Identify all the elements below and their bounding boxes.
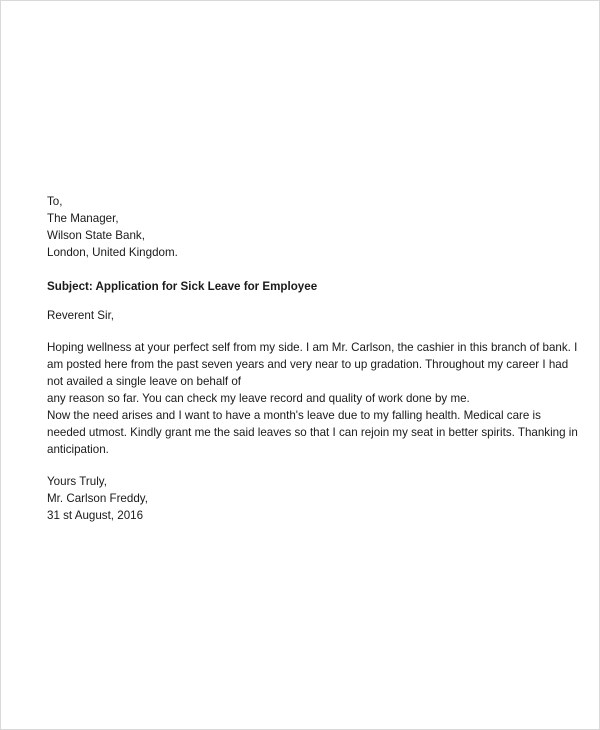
paragraph-line: Now the need arises and I want to have a month's leave due to my falling health. Medical care is xyxy=(47,409,541,422)
letter-date: 31 st August, 2016 xyxy=(47,509,144,522)
paragraph-line: anticipation. xyxy=(47,443,109,456)
paragraph-line: Hoping wellness at your perfect self from my side. I am Mr. Carlson, the cashier in this branch of bank. I xyxy=(47,341,578,354)
subject-line: Subject: Application for Sick Leave for Employee xyxy=(47,280,318,293)
signature-name: Mr. Carlson Freddy, xyxy=(47,492,148,505)
sign-off xyxy=(47,473,557,524)
paragraph-line: any reason so far. You can check my leave record and quality of work done by me. xyxy=(47,392,470,405)
address-line: Wilson State Bank, xyxy=(47,229,145,242)
address-line: The Manager, xyxy=(47,212,119,225)
recipient-address xyxy=(47,193,557,261)
address-line: To, xyxy=(47,195,63,208)
salutation: Reverent Sir, xyxy=(47,309,115,322)
letter-body xyxy=(47,193,578,524)
letter-paragraph xyxy=(47,339,578,458)
paragraph-line: needed utmost. Kindly grant me the said leaves so that I can rejoin my seat in better spirits. Thanking in xyxy=(47,426,578,439)
paragraph-line: am posted here from the past seven years and very near to up gradation. Throughout my career I had xyxy=(47,358,569,371)
closing: Yours Truly, xyxy=(47,475,107,488)
address-line: London, United Kingdom. xyxy=(47,246,178,259)
paragraph-line: not availed a single leave on behalf of xyxy=(47,375,242,388)
